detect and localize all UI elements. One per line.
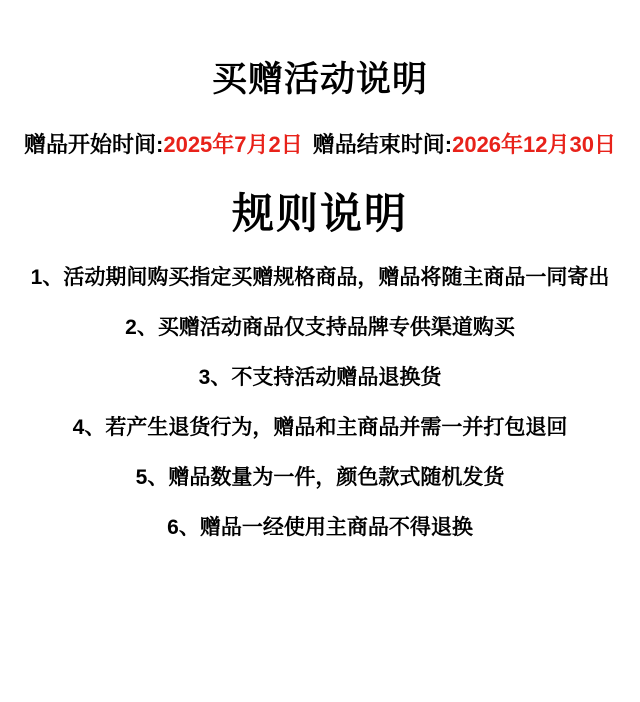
gift-start-date: 2025年7月2日 [163,132,303,157]
gift-start-label: 赠品开始时间: [24,132,164,157]
gift-end-label: 赠品结束时间: [312,132,453,157]
gift-end-date: 2026年12月30日 [452,132,616,157]
rules-list [0,267,640,538]
rule-item-6: 6、赠品一经使用主商品不得退换 [167,516,473,539]
rule-item-2: 2、买赠活动商品仅支持品牌专供渠道购买 [125,316,515,339]
promo-notice-page [0,62,640,702]
rule-item-4: 4、若产生退货行为，赠品和主商品并需一并打包退回 [72,416,568,439]
gift-schedule-line [8,134,632,156]
page-title: 买赠活动说明 [211,60,428,99]
rules-title: 规则说明 [231,190,408,237]
rule-item-5: 5、赠品数量为一件，颜色款式随机发货 [135,466,505,489]
rule-item-1: 1、活动期间购买指定买赠规格商品，赠品将随主商品一同寄出 [30,266,610,289]
rule-item-3: 3、不支持活动赠品退换货 [198,366,442,389]
